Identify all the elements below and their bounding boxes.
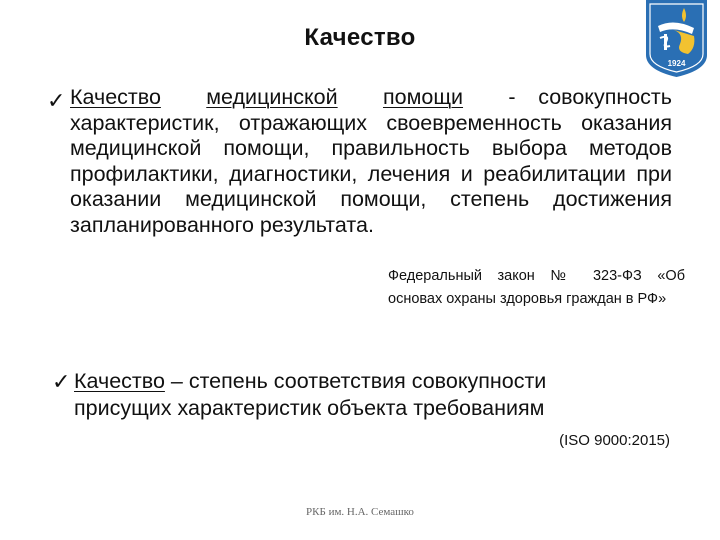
- footer-text: РКБ им. Н.А. Семашко: [306, 506, 414, 518]
- definition-1-dash: -: [508, 85, 516, 109]
- hospital-logo: [644, 0, 709, 77]
- checkmark-icon: ✓: [52, 369, 71, 394]
- definition-1-text: совокупность характеристик, отражающих своевременность оказания медицинской помощи, правильность выбора методов профилактики, диагностики, лечения и реабилитации при оказании медицинской помощи, степень достижения запланированного результата.: [70, 85, 672, 237]
- logo-year: 1924: [667, 59, 686, 68]
- definition-2-text: – степень соответствия совокупности присущих характеристик объекта требованиям: [74, 369, 547, 420]
- definition-1: [70, 85, 672, 238]
- term-word-1: Качество: [70, 85, 161, 109]
- law-line-1: Федеральный закон № 323-ФЗ: [388, 268, 642, 284]
- law-line-2: «Об основах охраны здоровья граждан в РФ»: [388, 268, 686, 307]
- term-word-2: медицинской: [206, 85, 338, 109]
- slide-title: Качество: [304, 24, 416, 51]
- checkmark-icon: ✓: [47, 88, 66, 113]
- law-reference: [388, 265, 685, 311]
- definition-2-term: Качество: [74, 369, 165, 393]
- logo-emblem-icon: [644, 0, 709, 77]
- definition-2: [74, 368, 634, 422]
- term-word-3: помощи: [382, 85, 464, 109]
- iso-reference: (ISO 9000:2015): [559, 432, 670, 449]
